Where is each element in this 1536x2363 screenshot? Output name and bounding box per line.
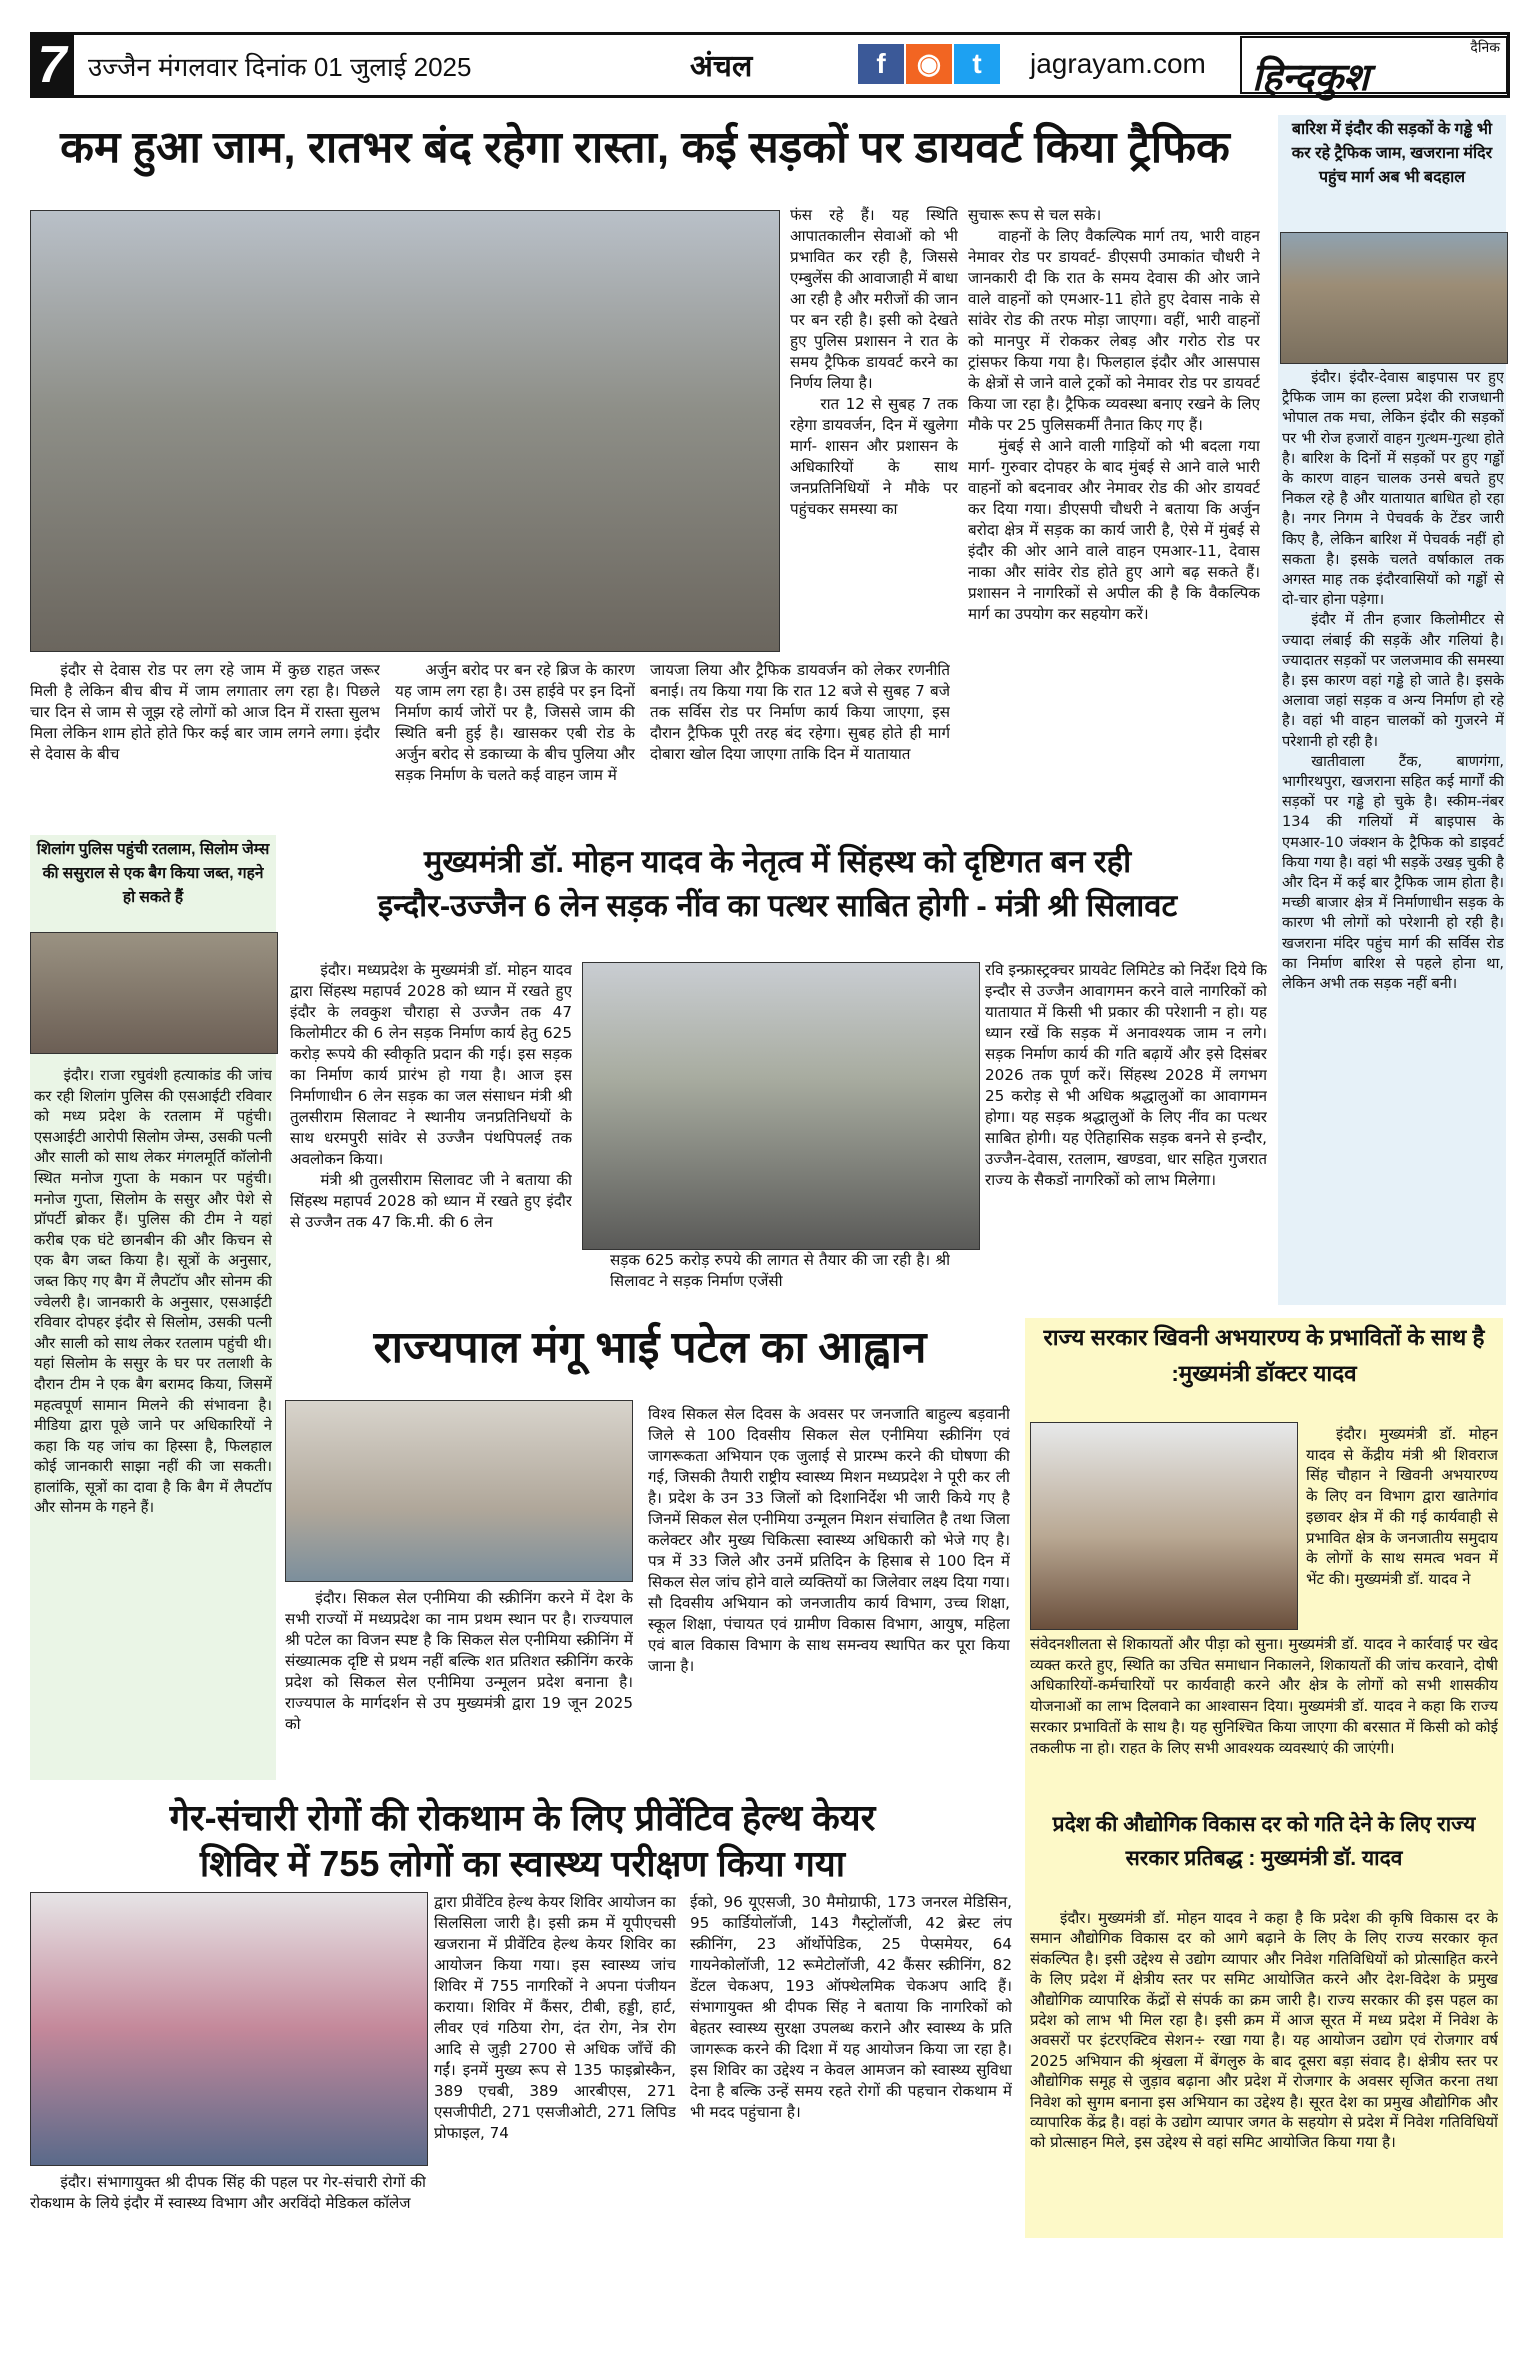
section-title: अंचल xyxy=(690,50,753,83)
article3-photo-governor xyxy=(285,1400,633,1582)
facebook-icon[interactable]: f xyxy=(858,44,904,84)
dateline: उज्जैन मंगलवार दिनांक 01 जुलाई 2025 xyxy=(88,52,472,82)
shillong-police-photo xyxy=(30,932,278,1054)
pothole-photo xyxy=(1280,232,1508,364)
article4-photo-health-camp xyxy=(30,1892,428,2166)
page-number: 7 xyxy=(30,32,74,98)
sidebar-potholes-body: इंदौर। इंदौर-देवास बाइपास पर हुए ट्रैफिक जाम का हल्ला प्रदेश की राजधानी भोपाल तक मचा, लेकिन इंदौर की सड़कों पर भी रोज हजारों वाहन गुत्थम-गुत्था होते है। बारिश के दिनों में सड़कों पर हुए गड्ढों के कारण वाहन चालक उनसे बचते हुए निकल रहे है और यातायात बाधित हो रहा है। नगर निगम ने पेचवर्क के टेंडर जारी किए है, लेकिन बारिश में पेचवर्क नहीं हो सकता है। इसके चलते वर्षाकाल तक अगस्त माह तक इंदौरवासियों को गड्ढों से दो-चार होना पड़ेगा। इंदौर में तीन हजार किलोमीटर से ज्यादा लंबाई की सड़कें और गलियां है। ज्यादातर सड़कों पर जलजमाव की समस्या है। इस कारण वहां गड्ढे हो जाते है। इसके अलावा जहां सड़क व अन्य निर्माण हो रहे है। वहां भी वाहन चालकों को गुजरने में परेशानी हो रही है। खातीवाला टैंक, बाणगंगा, भागीरथपुरा, खजराना सहित कई मार्गों की सड़कों पर गड्ढे हो चुके है। स्कीम-नंबर 134 की गलियों में बाइपास के एमआर-10 जंक्शन के ट्रैफिक को डाइवर्ट किया गया है। वहां भी सड़कें उखड़ चुकी है और दिन में कई बार ट्रैफिक जाम होता है। मच्छी बाजार क्षेत्र में निर्माणाधीन सड़क के कारण भी लोगों को परेशानी हो रही है। खजराना मंदिर पहुंच मार्ग की सर्विस रोड का निर्माण बारिश से पहले होना था, लेकिन अभी तक सड़क नहीं बनी। xyxy=(1282,369,1504,993)
sidebar-industry-body: इंदौर। मुख्यमंत्री डॉ. मोहन यादव ने कहा है कि प्रदेश की कृषि विकास दर के समान औद्योगिक विकास दर को आगे बढ़ाने के लिए के लिए राज्य सरकार कृत संकल्पित है। इसी उद्देश्य से उद्योग व्यापार और निवेश गतिविधियों को प्रोत्साहित करने के लिए प्रदेश में क्षेत्रीय स्तर पर समिट आयोजित करने और देश-विदेश के प्रमुख औद्योगिक व्यापारिक केंद्रों से संपर्क का क्रम जारी है। राज्य सरकार की इस पहल का प्रदेश को लाभ भी मिल रहा है। इसी क्रम में आज सूरत में मध्य प्रदेश में निवेश के अवसरों पर इंटरएक्टिव सेशन÷ रखा गया है। यह आयोजन उद्योग एवं रोजगार वर्ष 2025 अभियान की श्रृंखला में बेंगलुरु के बाद दूसरा बड़ा संवाद है। क्षेत्रीय स्तर पर औद्योगिक समूह से जुड़ाव बढ़ाना और प्रदेश में रोजगार के अवसर सृजित करना तथा निवेश को सुगम बनाना इस अभियान का उद्देश्य है। सूरत देश का प्रमुख औद्योगिक और व्यापारिक केंद्र है। वहां के उद्योग व्यापार जगत के सहयोग से प्रदेश में निवेश गतिविधियों को प्रोत्साहन मिले, इस उद्देश्य से वहां समिट आयोजित किया गया है। xyxy=(1030,1909,1498,2152)
sidebar-khivni-headline: राज्य सरकार खिवनी अभयारण्य के प्रभावितों के साथ है :मुख्यमंत्री डॉक्टर यादव xyxy=(1043,1325,1485,1386)
article1-col-a: इंदौर से देवास रोड पर लग रहे जाम में कुछ राहत जरूर मिली है लेकिन बीच बीच में जाम लगातार लग रहा है। पिछले चार दिन से जाम से जूझ रहे लोगों को आज दिन में रास्ता सुलभ मिला लेकिन शाम होते होते फिर कई बार जाम लगने लगा। इंदौर से देवास के बीच xyxy=(30,661,380,763)
article2-headline: मुख्यमंत्री डॉ. मोहन यादव के नेतृत्व में सिंहस्थ को दृष्टिगत बन रही इन्दौर-उज्जैन 6 लेन सड़क नींव का पत्थर साबित होगी - मंत्री श्री सिलावट xyxy=(377,844,1178,923)
article2-col-c: रवि इन्फ्रास्ट्रक्चर प्रायवेट लिमिटेड को निर्देश दिये कि इन्दौर से उज्जैन आवागमन करने वाले नागरिकों को यातायात में किसी भी प्रकार की परेशानी न हो। यह ध्यान रखें कि सड़क में अनावश्यक जाम न लगे। सड़क निर्माण कार्य की गति बढ़ायें और इसे दिसंबर 2026 तक पूर्ण करें। सिंहस्थ 2028 में लगभग 25 करोड़ से भी अधिक श्रद्धालुओं का आवागमन होगा। यह सड़क श्रद्धालुओं के लिए नींव का पत्थर साबित होगी। यह ऐतिहासिक सड़क बनने से इन्दौर, उज्जैन-देवास, रतलाम, खण्डवा, धार सहित गुजरात राज्य के सैकडों नागरिकों को लाभ मिलेगा। xyxy=(985,961,1267,1189)
twitter-icon[interactable]: t xyxy=(954,44,1000,84)
sidebar-shillong-body: इंदौर। राजा रघुवंशी हत्याकांड की जांच कर रही शिलांग पुलिस की एसआईटी रविवार को मध्य प्रदेश के रतलाम में पहुंची। एसआईटी आरोपी सिलोम जेम्स, उसकी पत्नी और साली को साथ लेकर मंगलमूर्ति कॉलोनी स्थित मनोज गुप्ता के मकान पर पहुंची। मनोज गुप्ता, सिलोम के ससुर और पेशे से प्रॉपर्टी ब्रोकर हैं। पुलिस की टीम ने यहां करीब एक घंटे छानबीन की और किचन से एक बैग जब्त किया है। सूत्रों के अनुसार, जब्त किए गए बैग में लैपटॉप और सोनम की ज्वेलरी है। जानकारी के अनुसार, एसआईटी रविवार दोपहर इंदौर से सिलोम, उसकी पत्नी और साली को साथ लेकर रतलाम पहुंची थी। यहां सिलोम के ससुर के घर पर तलाशी के दौरान टीम ने एक बैग बरामद किया, जिसमें महत्वपूर्ण सामान मिलने की संभावना है। मीडिया द्वारा पूछे जाने पर अधिकारियों ने कहा कि यह जांच का हिस्सा है, फिलहाल कोई जानकारी साझा नहीं की जा सकती। हालांकि, सूत्रों का दावा है कि बैग में लैपटॉप और सोनम के गहने हैं। xyxy=(34,1067,272,1517)
article2-photo-road-inspection xyxy=(582,962,980,1250)
article1-col-d: सुचारू रूप से चल सके। वाहनों के लिए वैकल्पिक मार्ग तय, भारी वाहन नेमावर रोड पर डायवर्ट- डीएसपी उमाकांत चौधरी ने जानकारी दी कि रात के समय देवास की ओर जाने वाले वाहनों को एमआर-11 होते हुए देवास नाके से सांवेर रोड की तरफ मोड़ा जाएगा। वहीं, भारी वाहनों को मानपुर में रोककर लेबड़ और गरोठ रोड पर ट्रांसफर किया गया है। फिलहाल इंदौर और आसपास के क्षेत्रों से जाने वाले ट्रकों को नेमावर रोड पर डायवर्ट किया जा रहा है। ट्रैफिक व्यवस्था बनाए रखने के लिए मौके पर 25 पुलिसकर्मी तैनात किए गए हैं। मुंबई से आने वाली गाड़ियों को भी बदला गया मार्ग- गुरुवार दोपहर के बाद मुंबई से आने वाले भारी वाहनों को बदनावर और नेमावर रोड की ओर डायवर्ट कर दिया गया। डीएसपी चौधरी ने बताया कि अर्जुन बरोदा क्षेत्र में सड़क का कार्य जारी है, ऐसे में मुंबई से इंदौर की ओर आने वाले वाहन एमआर-11, देवास नाका और सांवेर रोड होते हुए आगे बढ़ सकते हैं। प्रशासन ने नागरिकों से अपील की है कि वैकल्पिक मार्ग का उपयोग कर सहयोग करें। xyxy=(968,206,1260,623)
article4-headline: गेर-संचारी रोगों की रोकथाम के लिए प्रीवेंटिव हेल्थ केयर शिविर में 755 लोगों का स्वास्थ्य परीक्षण किया गया xyxy=(169,1797,876,1884)
article2-col-a: इंदौर। मध्यप्रदेश के मुख्यमंत्री डॉ. मोहन यादव द्वारा सिंहस्थ महापर्व 2028 को ध्यान में रखते हुए इंदौर के लवकुश चौराहा से उज्जैन तक 47 किलोमीटर की 6 लेन सड़क निर्माण कार्य हेतु 625 करोड़ रूपये की स्वीकृति प्रदान की गई। इस सड़क का निर्माण कार्य प्रारंभ हो गया है। आज इस निर्माणाधीन 6 लेन सड़क का जल संसाधन मंत्री श्री तुलसीराम सिलावट ने स्थानीय जनप्रतिनिधयों के साथ धरमपुरी सांवेर से उज्जैन पंथपिपलई तक अवलोकन किया। मंत्री श्री तुलसीराम सिलावट जी ने बताया की सिंहस्थ महापर्व 2028 को ध्यान में रखते हुए इंदौर से उज्जैन तक 47 कि.मी. की 6 लेन xyxy=(290,961,572,1231)
social-icons xyxy=(858,44,1000,84)
sidebar-khivni-body-bottom: संवेदनशीलता से शिकायतों और पीड़ा को सुना। मुख्यमंत्री डॉ. यादव ने कार्रवाई पर खेद व्यक्त करते हुए, स्थिति का उचित समाधान निकालने, शिकायतों की जांच करवाने, दोषी अधिकारियों-कर्मचारियों पर कार्यवाही करने और क्षेत्र के लोगों को सभी शासकीय योजनाओं का लाभ दिलवाने का आश्वासन दिया। मुख्यमंत्री डॉ. यादव ने कहा कि राज्य सरकार प्रभावितों के साथ है। यह सुनिश्चित किया जाएगा की बरसात में किसी को कोई तकलीफ ना हो। राहत के लिए सभी आवश्यक व्यवस्थाएं की जाएंगी। xyxy=(1030,1635,1498,1757)
article1-headline: कम हुआ जाम, रातभर बंद रहेगा रास्ता, कई सड़कों पर डायवर्ट किया ट्रैफिक xyxy=(60,123,1230,172)
article1-photo-traffic-jam xyxy=(30,210,780,652)
article4-col-c: ईको, 96 यूएसजी, 30 मैमोग्राफी, 173 जनरल मेडिसिन, 95 कार्डियोलॉजी, 143 गैस्ट्रोलॉजी, 42 ब्रेस्ट लंप स्क्रीनिंग, 23 ऑर्थोपेडिक, 25 पेप्समेयर, 64 गायनेकोलॉजी, 12 रूमेटोलॉजी, 42 कैंसर स्क्रीनिंग, 82 डेंटल चेकअप, 193 ऑफ्थेलमिक चेकअप आदि हैं। संभागायुक्त श्री दीपक सिंह ने बताया कि नागरिकों को बेहतर स्वास्थ्य सुरक्षा उपलब्ध कराने और स्वास्थ्य के प्रति जागरूक करने की दिशा में यह आयोजन किया जा रहा है। इस शिविर का उद्देश्य न केवल आमजन को स्वास्थ्य सुविधा देना है बल्कि उन्हें समय रहते रोगों की पहचान रोकथाम में भी मदद पहुंचाना है। xyxy=(690,1893,1012,2121)
article4-col-a: इंदौर। संभागायुक्त श्री दीपक सिंह की पहल पर गेर-संचारी रोगों की रोकथाम के लिये इंदौर में स्वास्थ्य विभाग और अरविंदो मेडिकल कॉलेज xyxy=(30,2173,426,2212)
sidebar-khivni-body-top: इंदौर। मुख्यमंत्री डॉ. मोहन यादव से केंद्रीय मंत्री श्री शिवराज सिंह चौहान ने खिवनी अभयारण्य के लिए वन विभाग द्वारा खातेगांव इछावर क्षेत्र में की गई कार्यवाही से प्रभावित क्षेत्र के जनजातीय समुदाय के लोगों के साथ समत्व भवन में भेंट की। मुख्यमंत्री डॉ. यादव ने xyxy=(1306,1425,1498,1588)
article2-caption: सड़क 625 करोड़ रुपये की लागत से तैयार की जा रही है। श्री सिलावट ने सड़क निर्माण एजेंसी xyxy=(610,1251,950,1290)
logo-small-text: दैनिक xyxy=(1470,40,1500,56)
article1-col-b: अर्जुन बरोद पर बन रहे ब्रिज के कारण यह जाम लग रहा है। उस हाईवे पर इन दिनों निर्माण कार्य जोरों पर है, जिससे जाम की स्थिति बनी हुई है। खासकर एबी रोड के अर्जुन बरोद से डकाच्या के बीच पुलिया और सड़क निर्माण के चलते कई वाहन जाम में xyxy=(395,661,635,784)
article3-col-b: विश्व सिकल सेल दिवस के अवसर पर जनजाति बाहुल्य बड़वानी जिले से 100 दिवसीय सिकल सेल एनीमिया स्क्रीनिंग एवं जागरूकता अभियान एक जुलाई से प्रारम्भ करने की घोषणा की गई, जिसकी तैयारी राष्ट्रीय स्वास्थ्य मिशन मध्यप्रदेश ने पूरी कर ली है। प्रदेश के उन 33 जिलों को दिशानिर्देश भी जारी किये गए है जिनमें सिकल सेल एनीमिया उन्मूलन मिशन संचालित है तथा जिला कलेक्टर और मुख्य चिकित्सा स्वास्थ्य अधिकारी को भेजे गए है। पत्र में 33 जिले और उनमें प्रतिदिन के हिसाब से 100 दिन में सिकल सेल जांच होने वाले व्यक्तियों का जिलेवार लक्ष्य दिया गया। सौ दिवसीय अभियान को जनजातीय कार्य विभाग, उच्च शिक्षा, स्कूल शिक्षा, पंचायत एवं ग्रामीण विकास विभाग, आयुष, महिला एवं बाल विकास विभाग के साथ समन्वय स्थापित कर पूरा किया जाना है। xyxy=(648,1405,1010,1675)
website-link[interactable]: jagrayam.com xyxy=(1030,48,1206,79)
article1-col-c: जायजा लिया और ट्रैफिक डायवर्जन को लेकर रणनीति बनाई। तय किया गया कि रात 12 बजे से सुबह 7 बजे तक सर्विस रोड पर निर्माण कार्य किया जाएगा, इस दौरान ट्रैफिक पूरी तरह बंद रहेगा। सुबह होते ही मार्ग दोबारा खोल दिया जाएगा ताकि दिन में यातायात xyxy=(650,661,950,763)
sidebar-potholes-headline: बारिश में इंदौर की सड़कों के गड्ढे भी कर रहे ट्रैफिक जाम, खजराना मंदिर पहुंच मार्ग अब भी बदहाल xyxy=(1291,121,1493,186)
sidebar-industry-headline: प्रदेश की औद्योगिक विकास दर को गति देने के लिए राज्य सरकार प्रतिबद्ध : मुख्यमंत्री डॉ. यादव xyxy=(1052,1813,1476,1870)
khivni-meeting-photo xyxy=(1030,1422,1298,1630)
newspaper-logo xyxy=(1240,36,1508,99)
logo-text: हिन्दकुश xyxy=(1252,54,1369,99)
sidebar-shillong-headline: शिलांग पुलिस पहुंची रतलाम, सिलोम जेम्स की ससुराल से एक बैग किया जब्त, गहने हो सकते हैं xyxy=(36,841,270,906)
article3-headline: राज्यपाल मंगू भाई पटेल का आह्वान xyxy=(373,1323,927,1372)
rss-icon[interactable]: ◉ xyxy=(906,44,952,84)
article4-col-b: द्वारा प्रीवेंटिव हेल्थ केयर शिविर आयोजन का सिलसिला जारी है। इसी क्रम में यूपीएचसी खजराना में प्रीवेंटिव हेल्थ केयर शिविर का आयोजन किया गया। इस स्वास्थ्य जांच शिविर में 755 नागरिकों ने अपना पंजीयन कराया। शिविर में कैंसर, टीबी, हड्डी, हार्ट, लीवर एवं गठिया रोग, दंत रोग, नेत्र रोग आदि से जुड़ी 2700 से अधिक जाँचें की गईं। इनमें मुख्य रूप से 135 फाइब्रोस्कैन, 389 एचबी, 389 आरबीएस, 271 एसजीपीटी, 271 एसजीओटी, 271 लिपिड प्रोफाइल, 74 xyxy=(434,1893,676,2142)
article1-col-c-top: फंस रहे हैं। यह स्थिति आपातकालीन सेवाओं को भी प्रभावित कर रही है, जिससे एम्बुलेंस की आवाजाही में बाधा आ रही है और मरीजों की जान पर बन रही है। इसी को देखते हुए पुलिस प्रशासन ने रात के समय ट्रैफिक डायवर्ट करने का निर्णय लिया है। रात 12 से सुबह 7 तक रहेगा डायवर्जन, दिन में खुलेगा मार्ग- शासन और प्रशासन के अधिकारियों के साथ जनप्रतिनिधियों ने मौके पर पहुंचकर समस्या का xyxy=(790,206,958,518)
article3-col-a: इंदौर। सिकल सेल एनीमिया की स्क्रीनिंग करने में देश के सभी राज्यों में मध्यप्रदेश का नाम प्रथम स्थान पर है। राज्यपाल श्री पटेल का विजन स्पष्ट है कि सिकल सेल एनीमिया स्क्रीनिंग में संख्यात्मक दृष्टि से प्रथम नहीं बल्कि शत प्रतिशत स्क्रीनिंग करके प्रदेश को सिकल सेल एनीमिया उन्मूलन प्रदेश बनाना है। राज्यपाल के मार्गदर्शन से उप मुख्यमंत्री द्वारा 19 जून 2025 को xyxy=(285,1589,633,1733)
